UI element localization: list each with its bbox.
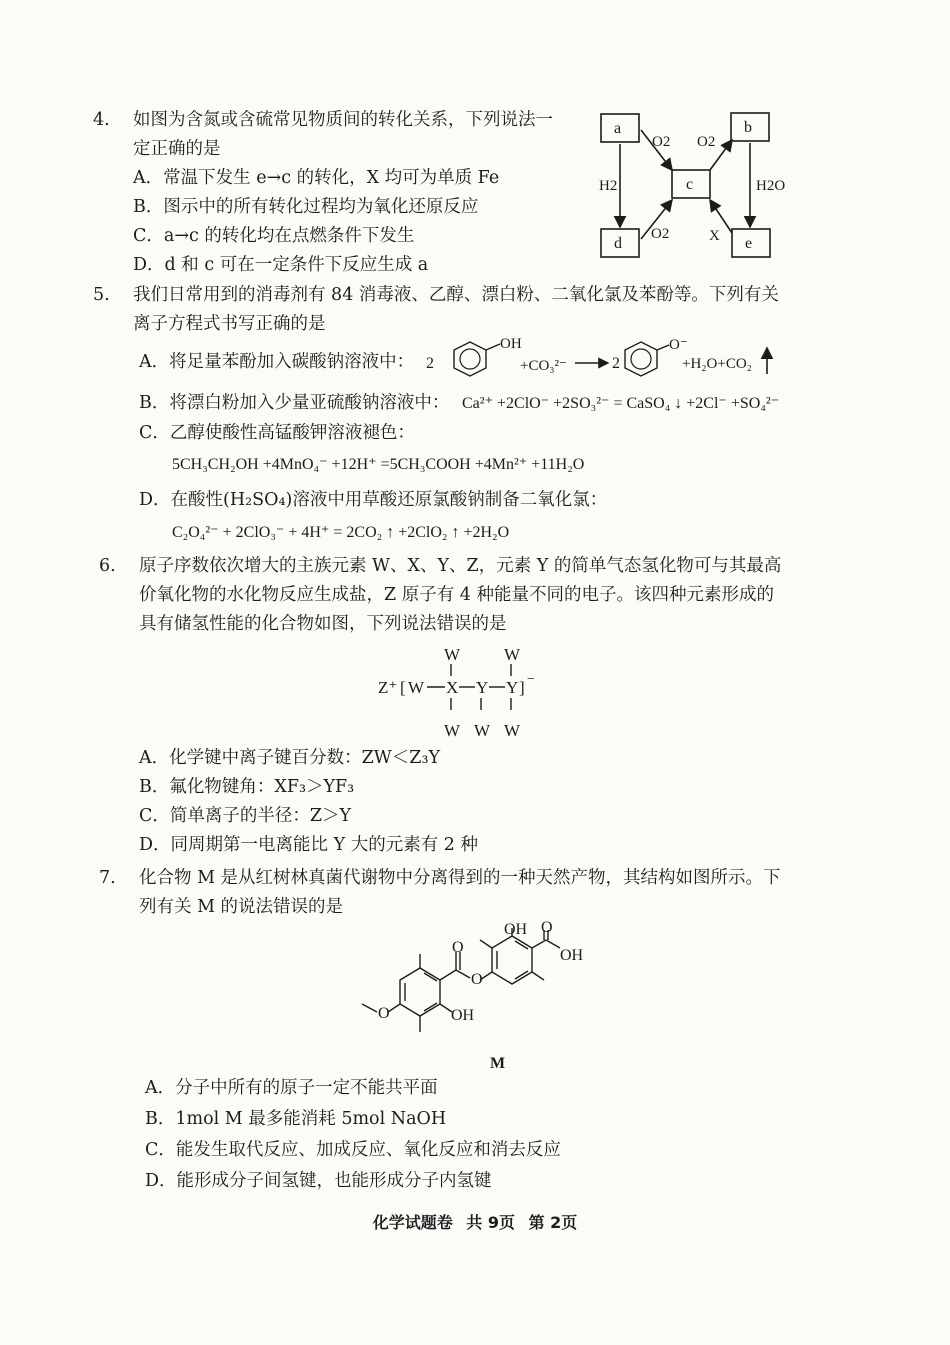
q5-option-c-label: C．乙醇使酸性高锰酸钾溶液褪色： — [139, 423, 415, 443]
q6-option-c: C．简单离子的半径：Z＞Y — [139, 806, 352, 826]
w-top-2: W — [504, 645, 521, 664]
o-acid-carbonyl: O — [541, 919, 553, 936]
footer-page-number: 第 2页 — [528, 1213, 578, 1232]
q4-option-a: A．常温下发生 e→c 的转化，X 均可为单质 Fe — [133, 168, 500, 188]
oh-top: OH — [504, 921, 528, 938]
q7-number: 7. — [99, 868, 116, 888]
q5-option-d-label: D．在酸性(H₂SO₄)溶液中用草酸还原氯酸钠制备二氧化氯： — [139, 490, 608, 510]
coef-1: 2 — [426, 355, 434, 372]
w-bottom-3: W — [504, 721, 521, 740]
label-o2-c-b: O2 — [697, 134, 716, 150]
q6-compound-structure — [370, 640, 550, 740]
q4-stem-line2: 定正确的是 — [133, 139, 221, 159]
phenoxide-o: O⁻ — [669, 337, 688, 353]
q7-stem-line2: 列有关 M 的说法错误的是 — [139, 897, 344, 917]
q6-number: 6. — [99, 556, 116, 576]
oh-group: OH — [500, 336, 522, 352]
y-atom-1: Y — [476, 678, 489, 697]
q7-option-a: A．分子中所有的原子一定不能共平面 — [145, 1078, 438, 1098]
q7-compound-m-structure — [350, 918, 600, 1078]
footer-title: 化学试题卷 — [372, 1213, 453, 1232]
w-top-1: W — [444, 645, 461, 664]
o-ester-link: O — [471, 971, 483, 988]
label-h2: H2 — [599, 178, 618, 194]
q5-option-c-equation: 5CH₃CH₂OH +4MnO₄⁻ +12H⁺ =5CH₃COOH +4Mn²⁺ +11H₂O — [172, 456, 585, 473]
q4-option-c: C．a→c 的转化均在点燃条件下发生 — [133, 226, 415, 246]
q6-stem-line2: 价氧化物的水化物反应生成盐，Z 原子有 4 种能量不同的电子。该四种元素形成的 — [139, 585, 774, 605]
box-a-label: a — [614, 120, 622, 137]
w-left: W — [408, 678, 425, 697]
y-atom-2: Y — [506, 678, 519, 697]
q5-option-d-equation: C₂O₄²⁻ + 2ClO₃⁻ + 4H⁺ = 2CO₂ ↑ +2ClO₂ ↑ +2H₂O — [172, 524, 510, 541]
compound-label-m: M — [490, 1055, 506, 1072]
phenol-ring-2 — [625, 342, 657, 376]
q7-option-b: B．1mol M 最多能消耗 5mol NaOH — [145, 1109, 447, 1129]
box-b-label: b — [744, 119, 752, 136]
o-ester-carbonyl: O — [452, 939, 464, 956]
q5-number: 5. — [93, 285, 110, 305]
footer-total-pages: 共 9页 — [466, 1213, 515, 1232]
q7-option-c: C．能发生取代反应、加成反应、氧化反应和消去反应 — [145, 1140, 561, 1160]
label-h2o: H2O — [756, 178, 786, 194]
phenol-ring-1 — [454, 342, 486, 376]
label-x: X — [709, 228, 720, 244]
q6-stem-line1: 原子序数依次增大的主族元素 W、X、Y、Z，元素 Y 的简单气态氢化物可与其最高 — [139, 556, 782, 576]
anion-charge: − — [527, 672, 535, 687]
bracket-close: ] — [519, 678, 525, 697]
q5-option-b-equation: Ca²⁺ +2ClO⁻ +2SO₃²⁻ = CaSO₄ ↓ +2Cl⁻ +SO₄²⁻ — [462, 395, 780, 412]
box-c-label: c — [686, 176, 694, 193]
bracket-open: [ — [400, 678, 406, 697]
q4-number: 4. — [93, 110, 110, 130]
oh-acid: OH — [560, 947, 584, 964]
carbonate: +CO₃²⁻ — [520, 358, 567, 374]
q5-option-a-label: A．将足量苯酚加入碳酸钠溶液中： — [139, 352, 415, 372]
label-o2-d-c: O2 — [651, 226, 670, 242]
q5-stem-line1: 我们日常用到的消毒剂有 84 消毒液、乙醇、漂白粉、二氧化氯及苯酚等。下列有关 — [133, 285, 779, 305]
q5-option-a-equation — [420, 336, 790, 386]
q7-stem-line1: 化合物 M 是从红树林真菌代谢物中分离得到的一种天然产物，其结构如图所示。下 — [139, 868, 781, 888]
left-ring — [400, 968, 440, 1016]
right-ring — [492, 936, 532, 984]
q6-stem-line3: 具有储氢性能的化合物如图，下列说法错误的是 — [139, 614, 507, 634]
box-e-label: e — [745, 235, 753, 252]
box-d-label: d — [614, 235, 622, 252]
label-o2-a-c: O2 — [652, 134, 671, 150]
q5-option-b-label: B．将漂白粉加入少量亚硫酸钠溶液中： — [139, 393, 450, 413]
products: +H₂O+CO₂ — [682, 356, 752, 372]
o-methoxy: O — [378, 1005, 390, 1022]
q4-option-b: B．图示中的所有转化过程均为氧化还原反应 — [133, 197, 479, 217]
q6-option-a: A．化学键中离子键百分数：ZW＜Z₃Y — [139, 748, 441, 768]
q7-option-d: D．能形成分子间氢键，也能形成分子内氢键 — [145, 1171, 492, 1191]
page-footer — [0, 1210, 950, 1233]
coef-2: 2 — [612, 355, 620, 372]
w-bottom-1: W — [444, 721, 461, 740]
z-cation: Z⁺ — [378, 678, 398, 697]
q4-option-d: D．d 和 c 可在一定条件下反应生成 a — [133, 255, 429, 275]
q4-conversion-diagram — [596, 108, 796, 260]
q6-option-d: D．同周期第一电离能比 Y 大的元素有 2 种 — [139, 835, 478, 855]
w-bottom-2: W — [474, 721, 491, 740]
q4-stem-line1: 如图为含氮或含硫常见物质间的转化关系，下列说法一 — [133, 110, 553, 130]
q5-stem-line2: 离子方程式书写正确的是 — [133, 314, 326, 334]
q6-option-b: B．氟化物键角：XF₃＞YF₃ — [139, 777, 355, 797]
x-atom: X — [446, 678, 459, 697]
oh-bottom: OH — [451, 1007, 475, 1024]
